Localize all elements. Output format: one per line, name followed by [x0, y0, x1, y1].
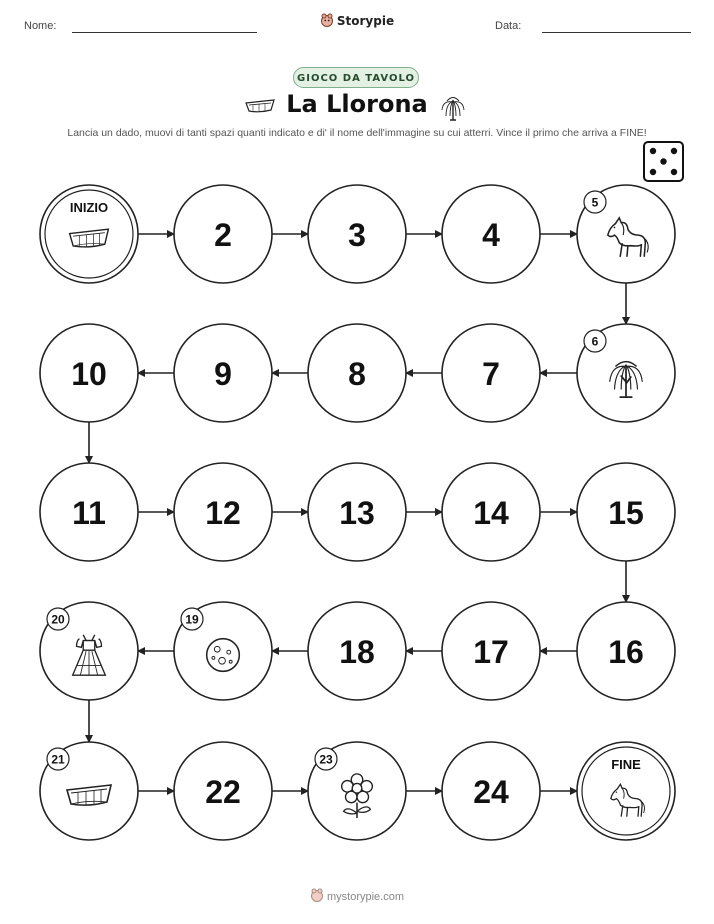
space-number: 4: [482, 217, 500, 253]
board-space-10: [40, 324, 138, 422]
space-number: 11: [72, 495, 106, 531]
space-number: 7: [482, 356, 500, 392]
footer-url: mystorypie.com: [326, 891, 405, 903]
board-space-8: [308, 324, 406, 422]
board-space-13: [308, 463, 406, 561]
space-label: FINE: [611, 757, 641, 772]
instructions: Lancia un dado, muovi di tanti spazi quanti indicato e di' il nome dell'immagine su cui atterri. Vince il primo che arriva a FINE!: [67, 127, 647, 139]
space-number: 21: [51, 752, 65, 767]
page-title: La Llorona: [286, 90, 428, 118]
board-space-2: [174, 185, 272, 283]
space-number: 18: [339, 634, 375, 670]
space-number: 14: [473, 495, 509, 531]
board-space-18: [308, 602, 406, 700]
board-space-24: [442, 742, 540, 840]
board-space-23: [308, 742, 406, 840]
board-space-end: [577, 742, 675, 840]
board-space-19: [174, 602, 272, 700]
space-number: 3: [348, 217, 366, 253]
board-space-3: [308, 185, 406, 283]
space-number: 5: [591, 195, 599, 210]
board-space-21: [40, 742, 138, 840]
board-space-16: [577, 602, 675, 700]
space-number: 17: [473, 634, 509, 670]
game-type-badge: GIOCO DA TAVOLO: [293, 67, 419, 88]
board-space-12: [174, 463, 272, 561]
space-number: 8: [348, 356, 366, 392]
space-number: 23: [319, 752, 333, 767]
space-number: 15: [608, 495, 644, 531]
space-number: 24: [473, 774, 509, 810]
board-space-9: [174, 324, 272, 422]
footer: [0, 888, 714, 903]
name-label: Nome:: [24, 20, 57, 32]
board-space-7: [442, 324, 540, 422]
board-space-14: [442, 463, 540, 561]
board-space-5: [577, 185, 675, 283]
board-space-17: [442, 602, 540, 700]
board-space-22: [174, 742, 272, 840]
moon-icon: [207, 639, 240, 672]
board-space-11: [40, 463, 138, 561]
brand-name: Storypie: [336, 14, 395, 28]
space-number: 20: [51, 612, 65, 627]
space-number: 2: [214, 217, 232, 253]
space-label: INIZIO: [69, 200, 109, 215]
board-space-20: [40, 602, 138, 700]
dice-icon: [644, 142, 683, 181]
space-number: 19: [185, 612, 199, 627]
space-number: 9: [214, 356, 232, 392]
space-number: 22: [205, 774, 241, 810]
flower-icon: [342, 774, 373, 818]
board-space-start: [40, 185, 138, 283]
storypie-logo-icon: [310, 888, 324, 902]
space-number: 10: [71, 356, 107, 392]
board-space-4: [442, 185, 540, 283]
space-number: 12: [205, 495, 241, 531]
date-label: Data:: [495, 20, 522, 32]
space-number: 13: [339, 495, 375, 531]
space-number: 6: [591, 334, 599, 349]
board-space-15: [577, 463, 675, 561]
board-space-6: [577, 324, 675, 422]
space-number: 16: [608, 634, 644, 670]
